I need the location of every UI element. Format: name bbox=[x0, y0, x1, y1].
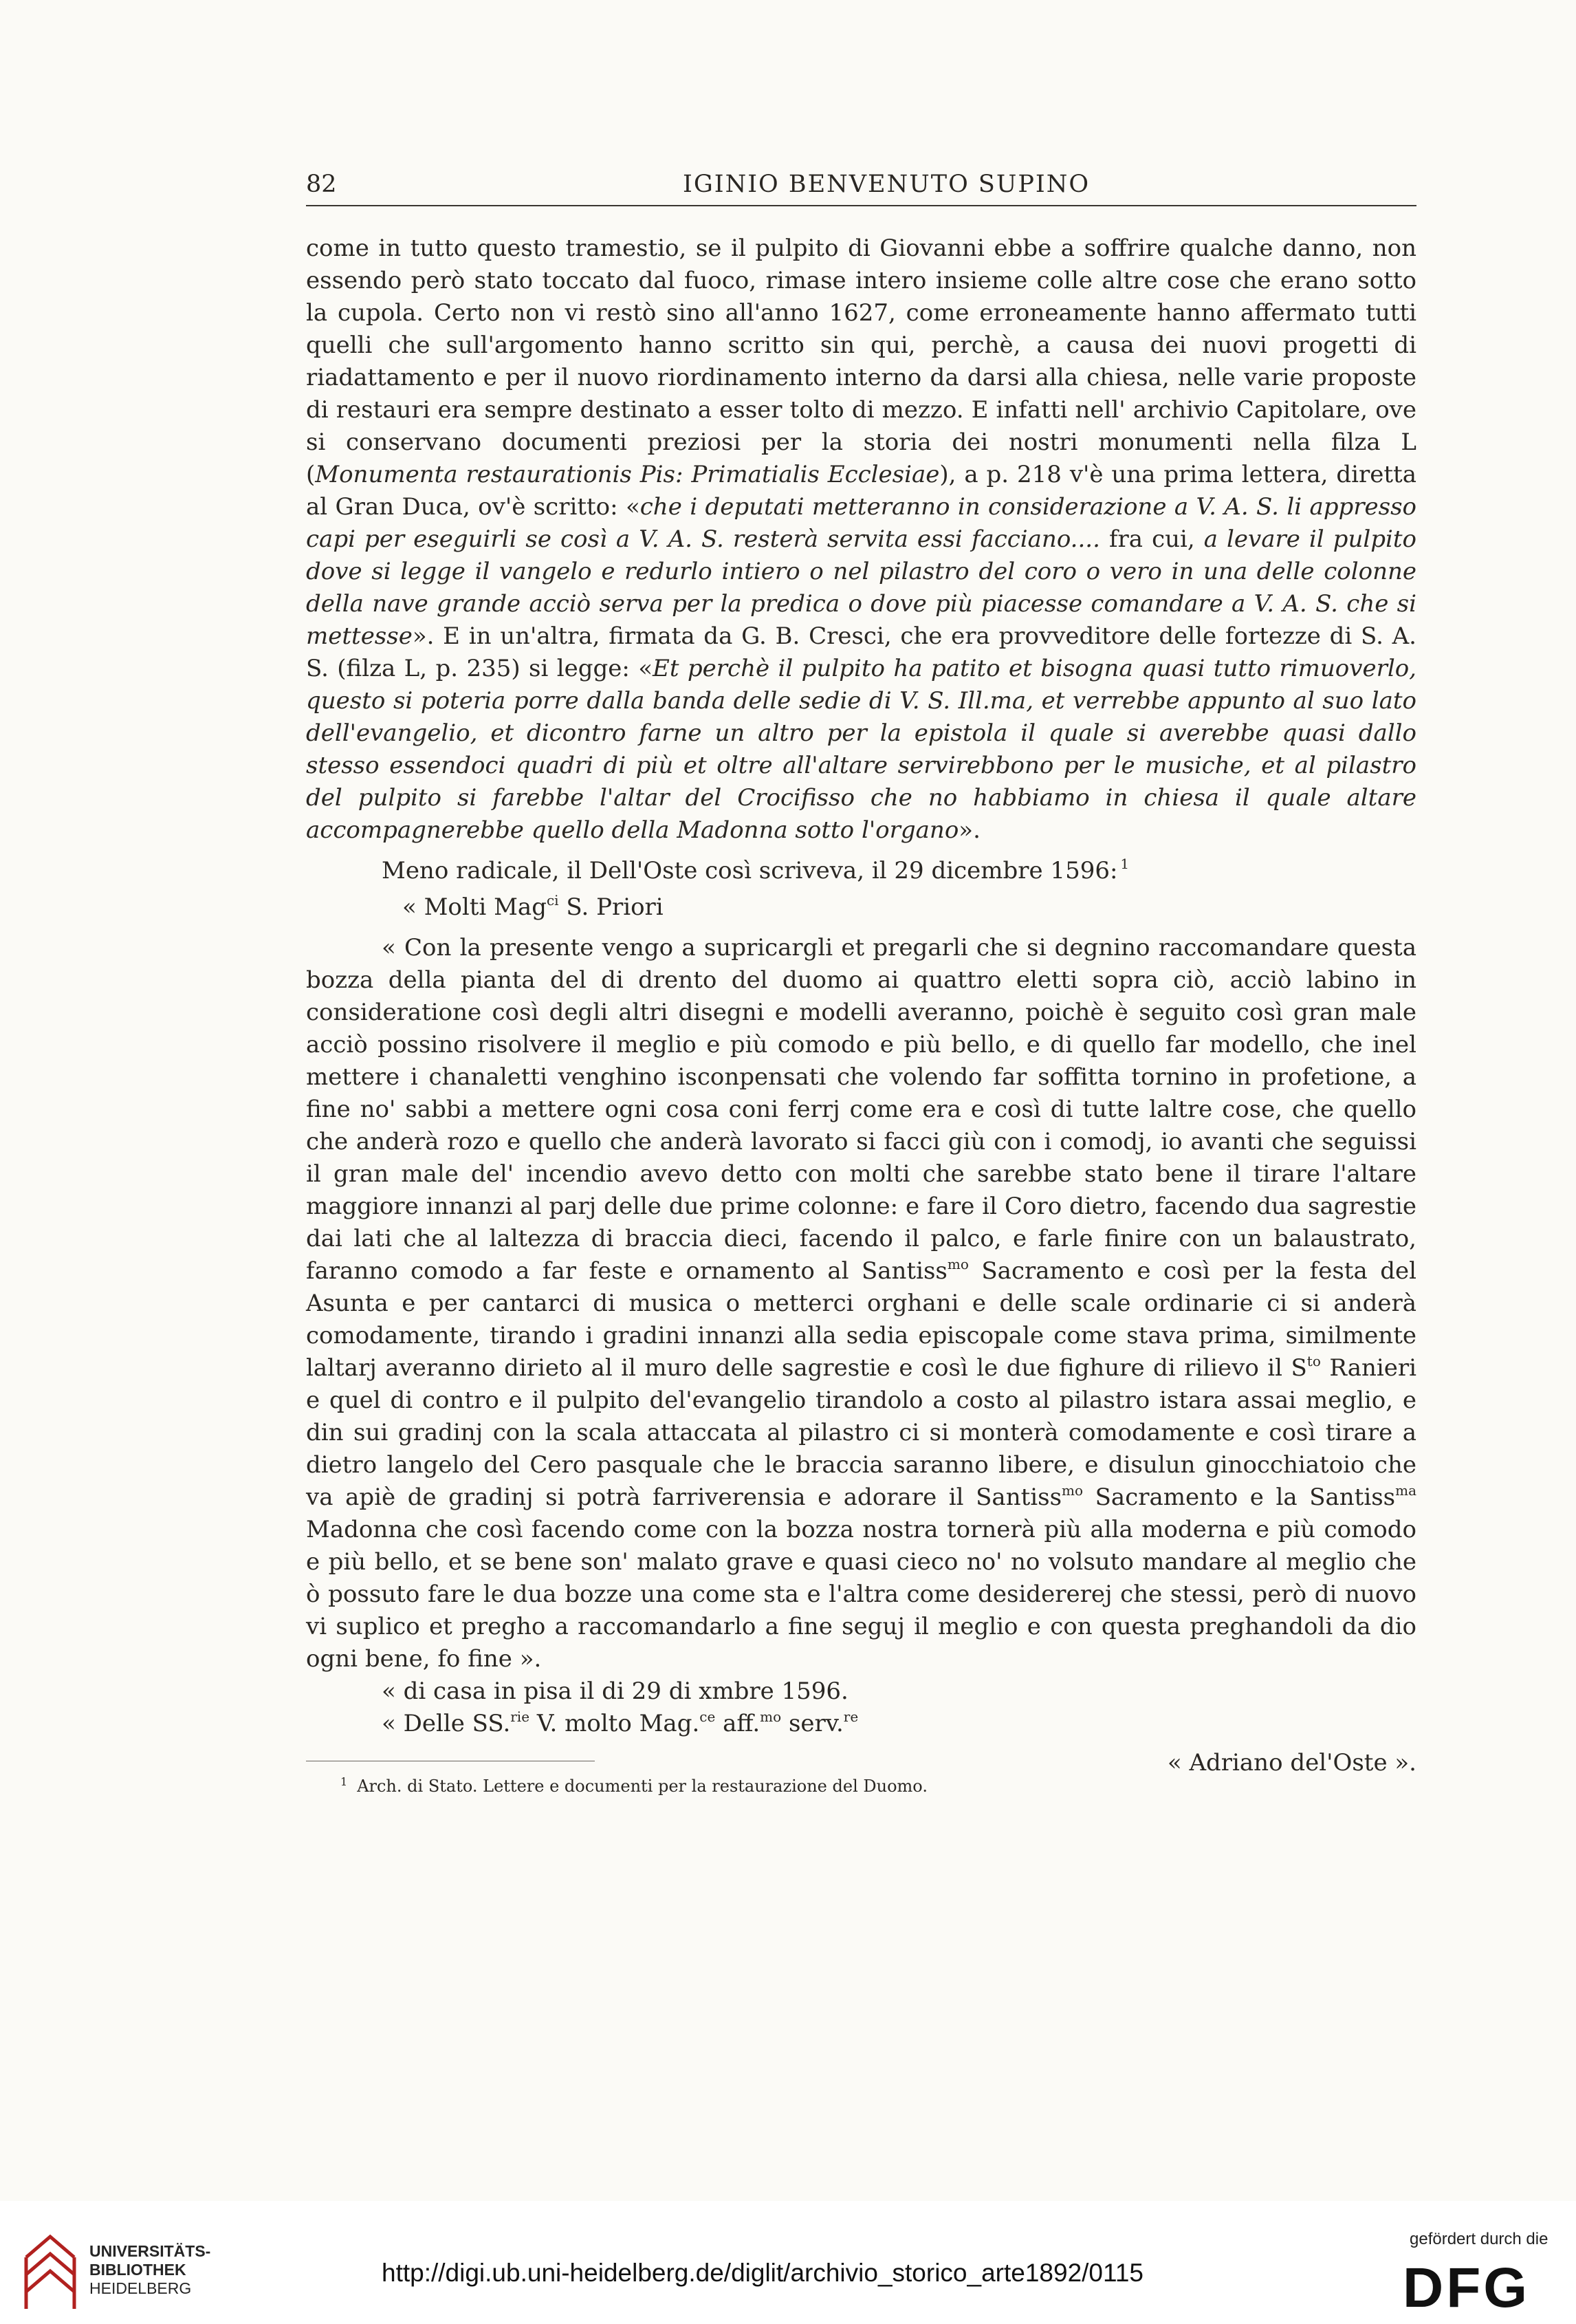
text-run: Ranieri e quel di contro e il pulpito del'evangelio tirandolo a costo al pilastro istara assai meglio, e din sui gradinj con la scala attaccata al pilastro ci si monterà comodamente e così tirare a dietro langelo del Cero pasquale che le braccia saranno libere, e disulun ginocchiatoio che va apiè de gradinj si potrà farriverensia e adorare il Santiss bbox=[306, 1354, 1416, 1511]
text-run: ». bbox=[959, 816, 981, 844]
text-run: « Con la presente vengo a supricargli et pregarli che si degnino raccomandare questa bozza della pianta del di drento del duomo ai quattro eletti sopra ciò, acciò labino in consideratione così degli altri disegni e modelli averanno, poichè è seguito così gran male acciò possino risolvere il meglio e più comodo e più bello, e di quello far modello, che inel mettere i chanaletti venghino isconpensati che volendo far soffitta tornino in profetione, a fine no' sabbi a mettere ogni cosa coni ferrj come era e così di tutte laltre cose, che quello che anderà rozo e quello che anderà lavorato si facci giù con i comodj, io avanti che seguissi il gran male del' incendio avevo detto con molti che sarebbe stato bene il tirare l'altare maggiore innanzi al parj delle due prime colonne: e fare il Coro dietro, facendo dua sagrestie dai lati che al laltezza di braccia dieci, facendo il palco, e farle finire con un balaustrato, faranno comodo a far feste e ornamento al Santiss bbox=[306, 934, 1416, 1285]
library-name bbox=[89, 2242, 210, 2298]
paragraph-intro bbox=[306, 232, 1416, 847]
text-run: serv. bbox=[781, 1710, 844, 1737]
superscript: ce bbox=[699, 1708, 716, 1725]
text-run: Sacramento e così per la festa del Asunta e per cantarci di musica o metterci orghani e delle scale ordinarie ci si anderà comodamente, tirando i gradini innanzi alla sedia episcopale come stava prima, similmente laltarj averanno dirieto al il muro delle sagrestie e così le due fighure di rilievo il S bbox=[306, 1257, 1416, 1382]
italic-quote: a levare il pulpito dove si legge il vangelo e redurlo intiero o nel pilastro del coro o vero in una delle colonne della nave grande acciò serva per la predica o dove più piacesse comandare a V. A. S. che si mettesse bbox=[306, 525, 1416, 650]
italic-quote: che i deputati metteranno in considerazione a V. A. S. li appresso capi per eseguirli se così a V. A. S. resterà servita essi facciano.... bbox=[306, 493, 1416, 553]
text-run: come in tutto questo tramestio, se il pulpito di Giovanni ebbe a soffrire qualche danno, non essendo però stato toccato dal fuoco, rimase intero insieme colle altre cose che erano sotto la cupola. Certo non vi restò sino all'anno 1627, come erroneamente hanno affermato tutti quelli che sull'argomento hanno scritto sin qui, perchè, a causa dei nuovi progetti di riadattamento e per il nuovo riordinamento interno da darsi alla chiesa, nelle varie proposte di restauri era sempre destinato a esser tolto di mezzo. E infatti nell' archivio Capitolare, ove si conservano documenti preziosi per la storia dei nostri monumenti nella filza L ( bbox=[306, 235, 1416, 488]
text-run: Madonna che così facendo come con la bozza nostra tornerà più alla moderna e più comodo e più bello, et se bene son' malato grave e quasi cieco no' no volsuto mandare al meglio che ò possuto fare le dua bozze una come sta e l'altra come desidererej che stessi, però di nuovo vi suplico et pregho a raccomandarlo a fine seguj il meglio e con questa preghandoli da dio ogni bene, fo fine ». bbox=[306, 1516, 1416, 1673]
footnote bbox=[340, 1771, 1413, 1797]
paragraph-dell-oste bbox=[306, 855, 1416, 887]
library-line-2: BIBLIOTHEK bbox=[89, 2261, 186, 2279]
superscript: mo bbox=[947, 1256, 969, 1272]
italic-quote: Et perchè il pulpito ha patito et bisogna quasi tutto rimuoverlo, questo si poteria porre dalla banda delle sedie di V. S. Ill.ma, et verrebbe appunto al suo lato dell'evangelio, et dicontro farne un altro per la epistola il quale si averebbe quasi dallo stesso essendoci quadri di più et oltre all'altare servirebbono per le musiche, et al pilastro del pulpito si farebbe l'altar del Crocifisso che no habbiamo in chiesa il quale altare accompagnerebbe quello della Madonna sotto l'organo bbox=[306, 655, 1416, 844]
funded-by-label: gefördert durch die bbox=[1410, 2230, 1548, 2248]
text-run: Sacramento e la Santiss bbox=[1083, 1484, 1396, 1511]
superscript: re bbox=[843, 1708, 859, 1725]
text-run: V. molto Mag. bbox=[529, 1710, 700, 1737]
superscript: mo bbox=[760, 1708, 782, 1725]
dfg-logo-icon[interactable] bbox=[1403, 2261, 1561, 2311]
letter-body bbox=[306, 932, 1416, 1675]
superscript: to bbox=[1306, 1353, 1321, 1369]
footnote-marker: 1 bbox=[340, 1775, 348, 1788]
superscript: ma bbox=[1395, 1482, 1416, 1499]
text-run: fra cui, bbox=[1099, 525, 1204, 553]
digitization-banner bbox=[0, 2201, 1576, 2324]
university-library-logo-icon[interactable] bbox=[19, 2230, 81, 2312]
text-run: Meno radicale, il Dell'Oste così scriveva, il 29 dicembre 1596: bbox=[382, 857, 1118, 884]
superscript: rie bbox=[510, 1708, 530, 1725]
superscript: ci bbox=[546, 892, 559, 909]
letter-signature: « Adriano del'Oste ». bbox=[1167, 1749, 1416, 1777]
text-run: ». E in un'altra, firmata da G. B. Cresci, che era provveditore delle fortezze di S. A. S. (filza L, p. 235) si legge: « bbox=[306, 622, 1416, 682]
library-line-1: UNIVERSITÄTS- bbox=[89, 2242, 211, 2260]
page-number: 82 bbox=[306, 171, 337, 198]
document-url-link[interactable]: http://digi.ub.uni-heidelberg.de/diglit/archivio_storico_arte1892/0115 bbox=[382, 2259, 1143, 2287]
letter-salutation bbox=[306, 891, 1416, 924]
text-run: « Delle SS. bbox=[382, 1710, 511, 1737]
letter-date: « di casa in pisa il di 29 di xmbre 1596. bbox=[382, 1677, 849, 1705]
letter-closing bbox=[306, 1708, 1416, 1740]
superscript: mo bbox=[1062, 1482, 1084, 1499]
text-run: « Molti Mag bbox=[402, 893, 547, 921]
page-header bbox=[306, 171, 1416, 206]
dfg-logo-text: DFG bbox=[1403, 2261, 1531, 2311]
footnote-text: Arch. di Stato. Lettere e documenti per la restaurazione del Duomo. bbox=[357, 1777, 928, 1796]
main-text bbox=[306, 232, 1416, 1779]
library-line-3: HEIDELBERG bbox=[89, 2279, 192, 2297]
footnote-reference[interactable]: 1 bbox=[1120, 856, 1130, 872]
text-run: S. Priori bbox=[558, 893, 664, 921]
italic-citation: Monumenta restaurationis Pis: Primatialis Ecclesiae bbox=[315, 461, 940, 488]
running-title: IGINIO BENVENUTO SUPINO bbox=[683, 171, 1091, 198]
text-run: aff. bbox=[715, 1710, 760, 1737]
text-run: ), a p. 218 v'è una prima lettera, diretta al Gran Duca, ov'è scritto: « bbox=[306, 461, 1416, 521]
